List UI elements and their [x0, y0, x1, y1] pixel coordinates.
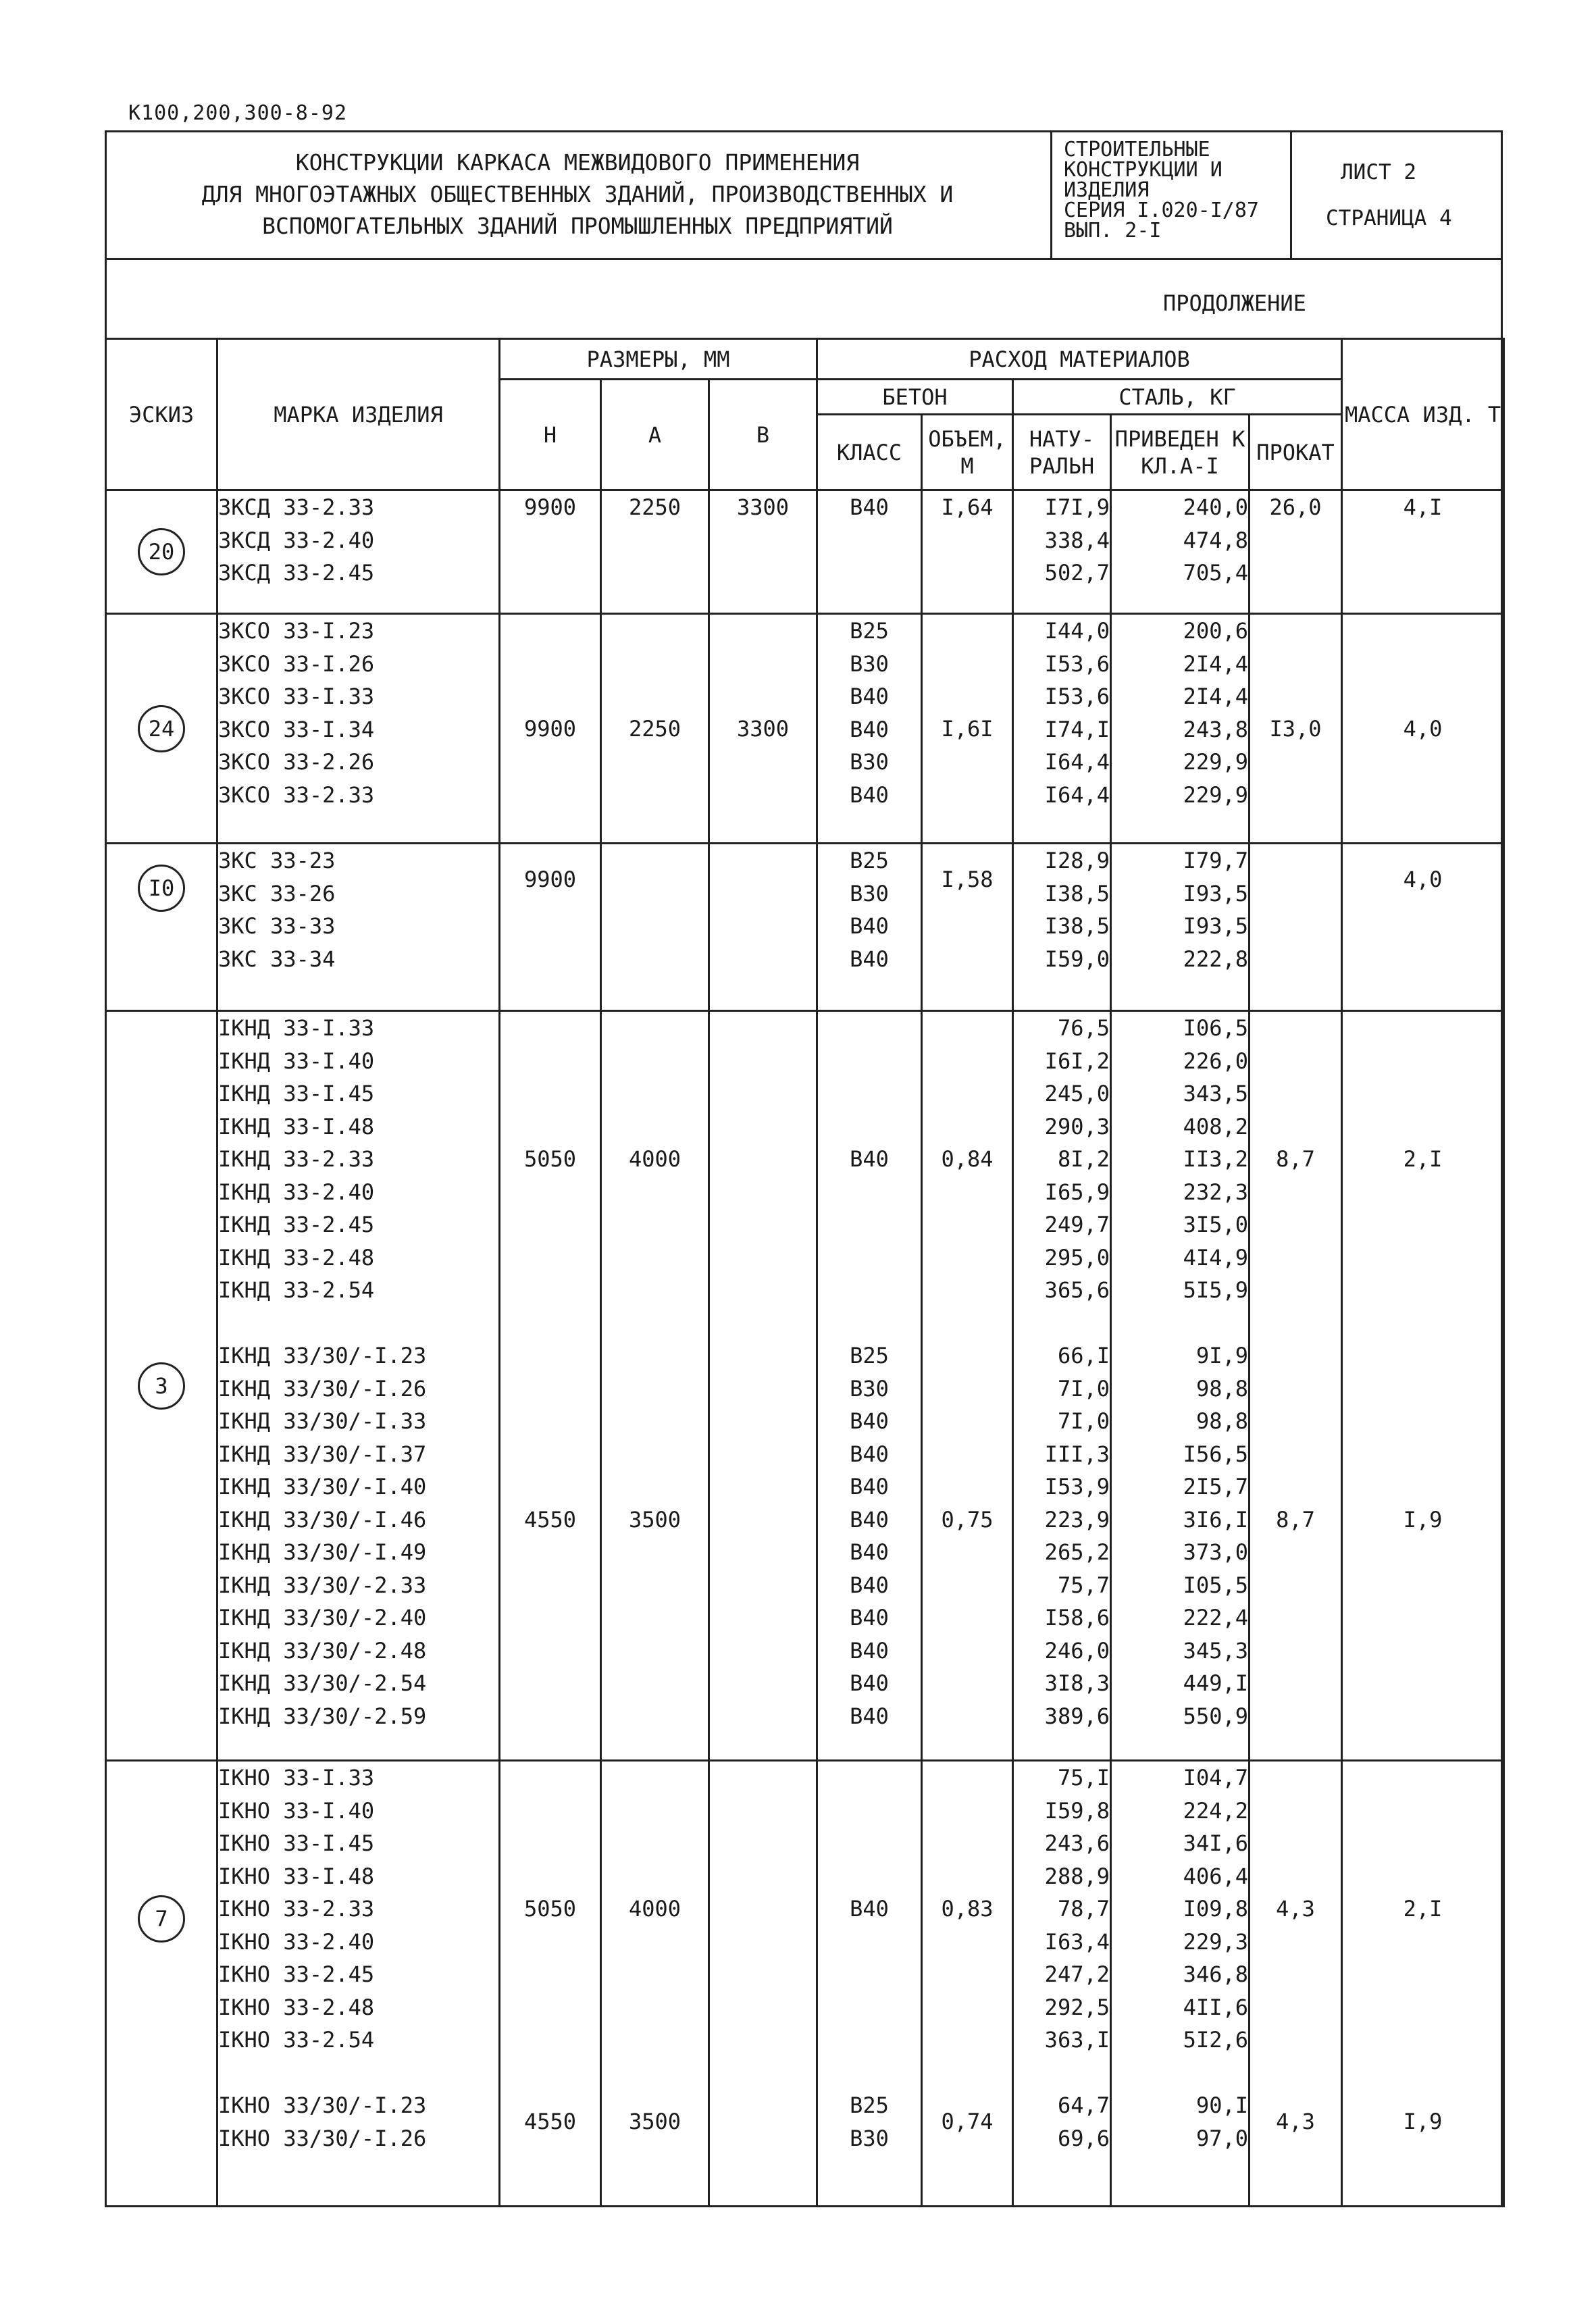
list-item: I53,9 [1044, 1474, 1110, 1499]
list-item: 3500 [628, 1506, 681, 1533]
list-item: 3I5,0 [1183, 1212, 1248, 1237]
volume-cell [922, 1761, 1013, 2207]
list-item: II3,2 [1183, 1146, 1248, 1172]
mark-cell [217, 844, 500, 1011]
list-item: ЗКСО 33-I.26 [218, 650, 375, 677]
mass-cell: 4,0 [1342, 844, 1504, 1011]
list-item: 408,2 [1183, 1113, 1248, 1139]
list-item: В40 [850, 1896, 889, 1922]
list-item: 249,7 [1044, 1212, 1110, 1237]
table-row [106, 1011, 1504, 1761]
list-item: 7I,0 [1057, 1375, 1110, 1402]
list-item: IКНД 33-2.33 [218, 1146, 375, 1172]
volume-cell: I,64 [922, 490, 1013, 614]
list-item: I53,6 [1044, 684, 1110, 709]
list-item: IКНО 33-2.54 [218, 2027, 375, 2053]
list-item: В40 [850, 494, 889, 520]
sketch-cell [106, 1011, 217, 1761]
list-item: I,9 [1403, 2109, 1443, 2134]
list-item: 288,9 [1044, 1863, 1110, 1889]
list-item: IКНО 33-I.48 [218, 1863, 375, 1889]
page-number: СТРАНИЦА 4 [1326, 206, 1452, 230]
list-item: 226,0 [1183, 1048, 1248, 1074]
list-item: 8I,2 [1057, 1146, 1110, 1172]
list-item: 8,7 [1276, 1506, 1315, 1533]
b-cell [709, 1761, 817, 2207]
list-item: 229,9 [1183, 781, 1248, 808]
list-item: 4,3 [1276, 2109, 1315, 2134]
list-item: 98,8 [1195, 1408, 1248, 1434]
list-item: IКНО 33-I.40 [218, 1797, 375, 1824]
list-item: 3I6,I [1183, 1506, 1248, 1533]
list-item: 75,7 [1057, 1572, 1110, 1598]
table-row [106, 490, 1504, 614]
mass-cell [1342, 1761, 1504, 2207]
list-item: 338,4 [1044, 527, 1110, 553]
list-item: IКНД 33/30/-2.33 [218, 1572, 427, 1598]
list-item: I06,5 [1183, 1015, 1248, 1041]
list-item: 4550 [523, 1506, 577, 1533]
sketch-cell [106, 844, 217, 1011]
list-item: ЗКСД 33-2.40 [218, 527, 375, 553]
list-item: В40 [850, 684, 889, 709]
table-row [106, 844, 1504, 1011]
series-line: ИЗДЕЛИЯ [1064, 178, 1150, 202]
b-cell: 3300 [709, 490, 817, 614]
list-item: III,3 [1044, 1441, 1110, 1467]
list-item: 550,9 [1183, 1703, 1248, 1729]
materials-table [105, 338, 1505, 2207]
list-item: 4,3 [1276, 1896, 1315, 1922]
list-item: I93,5 [1183, 880, 1248, 906]
volume-cell: I,6I [922, 614, 1013, 844]
list-item: ЗКС 33-34 [218, 946, 336, 972]
list-item: I65,9 [1044, 1179, 1110, 1205]
list-item: 2I5,7 [1183, 1474, 1248, 1499]
list-item: I79,7 [1183, 848, 1248, 873]
class-cell [817, 614, 922, 844]
list-item: 243,8 [1183, 716, 1248, 742]
list-item: I56,5 [1183, 1441, 1248, 1467]
list-item: IКНД 33-I.40 [218, 1048, 375, 1074]
sketch-number: 20 [138, 528, 185, 575]
list-item: IКНД 33/30/-2.48 [218, 1637, 427, 1664]
list-item: 2,I [1403, 1896, 1443, 1922]
list-item: В40 [850, 1605, 889, 1630]
list-item: 265,2 [1044, 1539, 1110, 1565]
table-row [106, 614, 1504, 844]
h-cell: 9900 [500, 844, 601, 1011]
list-item: 4000 [628, 1896, 681, 1922]
list-item: В40 [850, 1146, 889, 1172]
list-item: I09,8 [1183, 1896, 1248, 1922]
list-item: 75,I [1057, 1765, 1110, 1791]
list-item: I53,6 [1044, 650, 1110, 677]
rolled-cell: I3,0 [1250, 614, 1342, 844]
list-item: IКНО 33-I.45 [218, 1830, 375, 1856]
list-item: 389,6 [1044, 1703, 1110, 1729]
list-item: В40 [850, 1539, 889, 1565]
list-item: В40 [850, 1506, 889, 1533]
list-item: В40 [850, 1474, 889, 1499]
list-item: 8,7 [1276, 1146, 1315, 1172]
list-item: 2,I [1403, 1146, 1443, 1172]
title-line: ВСПОМОГАТЕЛЬНЫХ ЗДАНИЙ ПРОМЫШЛЕННЫХ ПРЕДПРИЯТИЙ [262, 213, 893, 239]
volume-cell [922, 1011, 1013, 1761]
list-item: IКНД 33/30/-I.26 [218, 1375, 427, 1402]
list-item: I38,5 [1044, 880, 1110, 906]
class-cell [817, 844, 922, 1011]
series-line: КОНСТРУКЦИИ И [1064, 158, 1222, 182]
series-divider [1290, 130, 1292, 258]
mark-cell [217, 1761, 500, 2207]
title-line: ДЛЯ МНОГОЭТАЖНЫХ ОБЩЕСТВЕННЫХ ЗДАНИЙ, ПРОИЗВОДСТВЕННЫХ И [201, 181, 954, 207]
list-item: В40 [850, 1670, 889, 1696]
list-item: В25 [850, 618, 889, 644]
list-item: 223,9 [1044, 1506, 1110, 1533]
reduced-cell [1111, 1011, 1250, 1761]
list-item [818, 1012, 921, 1045]
list-item: 247,2 [1044, 1961, 1110, 1987]
table-row [106, 1761, 1504, 2207]
list-item: 502,7 [1044, 560, 1110, 586]
list-item [818, 1241, 921, 1275]
list-item: ЗКСО 33-2.33 [218, 781, 375, 808]
list-item: 66,I [1057, 1343, 1110, 1368]
mark-cell [217, 614, 500, 844]
list-item: 474,8 [1183, 527, 1248, 553]
list-item: 4000 [628, 1146, 681, 1172]
list-item: 343,5 [1183, 1081, 1248, 1106]
list-item: 0,75 [941, 1506, 994, 1533]
list-item: I38,5 [1044, 913, 1110, 939]
list-item: IКНО 33/30/-I.23 [218, 2092, 427, 2118]
list-item: IКНО 33/30/-I.26 [218, 2125, 427, 2151]
list-item: В40 [850, 1441, 889, 1467]
list-item [818, 1176, 921, 1209]
col-natural: НАТУ-РАЛЬН [1013, 415, 1111, 490]
list-item: 200,6 [1183, 618, 1248, 644]
class-cell [817, 1011, 922, 1761]
list-item: ЗКСО 33-2.26 [218, 749, 375, 775]
reduced-cell [1111, 614, 1250, 844]
list-item: 5I2,6 [1183, 2027, 1248, 2053]
list-item: 222,4 [1183, 1605, 1248, 1630]
list-item: ЗКСО 33-I.23 [218, 618, 375, 644]
list-item: 246,0 [1044, 1637, 1110, 1664]
list-item: 69,6 [1057, 2125, 1110, 2151]
list-item: I93,5 [1183, 913, 1248, 939]
list-item: В30 [850, 880, 889, 906]
list-item: В40 [850, 1703, 889, 1729]
list-item: В40 [850, 1408, 889, 1434]
list-item: 4I4,9 [1183, 1244, 1248, 1270]
list-item: IКНД 33/30/-I.49 [218, 1539, 427, 1565]
document-code: К100,200,300-8-92 [128, 101, 348, 125]
col-concrete: БЕТОН [817, 380, 1013, 415]
list-item: IКНД 33/30/-I.40 [218, 1474, 427, 1499]
series-line: СЕРИЯ I.020-I/87 [1064, 199, 1259, 222]
list-item: IКНО 33-2.48 [218, 1994, 375, 2020]
list-item: В40 [850, 946, 889, 972]
natural-cell [1013, 614, 1111, 844]
class-cell [817, 490, 922, 614]
list-item: IКНД 33-2.48 [218, 1244, 375, 1270]
list-item: ЗКС 33-23 [218, 848, 336, 873]
list-item: 232,3 [1183, 1179, 1248, 1205]
natural-cell [1013, 490, 1111, 614]
title-divider [1050, 130, 1052, 258]
list-item: 345,3 [1183, 1637, 1248, 1664]
list-item: I04,7 [1183, 1765, 1248, 1791]
sketch-cell [106, 490, 217, 614]
rolled-cell [1250, 1011, 1342, 1761]
list-item: В30 [850, 650, 889, 677]
reduced-cell [1111, 844, 1250, 1011]
list-item: 292,5 [1044, 1994, 1110, 2020]
col-class: КЛАСС [817, 415, 922, 490]
list-item: 7I,0 [1057, 1408, 1110, 1434]
list-item: IКНД 33-2.45 [218, 1212, 375, 1237]
mark-cell [217, 1011, 500, 1761]
list-item: В40 [850, 781, 889, 808]
col-a: А [601, 380, 709, 490]
list-item: 76,5 [1057, 1015, 1110, 1041]
list-item: 365,6 [1044, 1277, 1110, 1303]
list-item: В40 [850, 913, 889, 939]
col-materials: РАСХОД МАТЕРИАЛОВ [817, 339, 1342, 380]
list-item: ЗКСО 33-I.34 [218, 716, 375, 742]
b-cell [709, 844, 817, 1011]
class-cell [817, 1761, 922, 2207]
sketch-cell [106, 1761, 217, 2207]
sketch-cell [106, 614, 217, 844]
list-item: 64,7 [1057, 2092, 1110, 2118]
h-cell [500, 1761, 601, 2207]
list-item: 222,8 [1183, 946, 1248, 972]
list-item: IКНД 33/30/-I.46 [218, 1506, 427, 1533]
list-item: I64,4 [1044, 749, 1110, 775]
list-item: 4II,6 [1183, 1994, 1248, 2020]
list-item: IКНД 33-I.48 [218, 1113, 375, 1139]
list-item: 229,9 [1183, 749, 1248, 775]
sketch-number: 3 [138, 1362, 185, 1410]
list-item: 5050 [523, 1146, 577, 1172]
list-item: 295,0 [1044, 1244, 1110, 1270]
list-item: В40 [850, 1572, 889, 1598]
list-item: I44,0 [1044, 618, 1110, 644]
list-item: I59,0 [1044, 946, 1110, 972]
list-item: 5050 [523, 1896, 577, 1922]
col-mass: МАССА ИЗД. Т [1342, 339, 1504, 490]
series-info [1064, 140, 1259, 241]
list-item: IКНД 33-I.45 [218, 1081, 375, 1106]
a-cell: 2250 [601, 490, 709, 614]
continuation-label: ПРОДОЛЖЕНИЕ [1163, 290, 1306, 316]
list-item: 78,7 [1057, 1896, 1110, 1922]
list-item: 0,83 [941, 1896, 994, 1922]
list-item: ЗКСД 33-2.45 [218, 560, 375, 586]
list-item: 705,4 [1183, 560, 1248, 586]
col-rolled: ПРОКАТ [1250, 415, 1342, 490]
list-item: 243,6 [1044, 1830, 1110, 1856]
rolled-cell [1250, 1761, 1342, 2207]
list-item: В30 [850, 749, 889, 775]
list-item: 9I,9 [1195, 1343, 1248, 1368]
list-item [818, 1208, 921, 1241]
col-sketch: ЭСКИЗ [106, 339, 217, 490]
natural-cell [1013, 844, 1111, 1011]
list-item: I64,4 [1044, 781, 1110, 808]
natural-cell [1013, 1011, 1111, 1761]
list-item: В40 [850, 1637, 889, 1664]
list-item [818, 1077, 921, 1110]
mass-cell: 4,I [1342, 490, 1504, 614]
a-cell [601, 1761, 709, 2207]
list-item: 98,8 [1195, 1375, 1248, 1402]
list-item: В25 [850, 2092, 889, 2118]
list-item: IКНД 33-I.33 [218, 1015, 375, 1041]
list-item: 3500 [628, 2109, 681, 2134]
col-mark: МАРКА ИЗДЕЛИЯ [217, 339, 500, 490]
list-item: I,9 [1403, 1506, 1443, 1533]
sketch-number: I0 [138, 865, 185, 912]
a-cell [601, 844, 709, 1011]
list-item [818, 1045, 921, 1078]
list-item: IКНД 33-2.54 [218, 1277, 375, 1303]
list-item: ЗКСД 33-2.33 [218, 494, 375, 520]
list-item: 373,0 [1183, 1539, 1248, 1565]
h-cell [500, 1011, 601, 1761]
series-line: ВЫП. 2-I [1064, 219, 1162, 242]
sketch-number: 24 [138, 705, 185, 752]
list-item: 240,0 [1183, 494, 1248, 520]
list-item: I6I,2 [1044, 1048, 1110, 1074]
document-title [105, 147, 1050, 242]
list-item: В25 [850, 848, 889, 873]
natural-cell [1013, 1761, 1111, 2207]
list-item: 290,3 [1044, 1113, 1110, 1139]
list-item: IКНО 33-2.45 [218, 1961, 375, 1987]
list-item: I58,6 [1044, 1605, 1110, 1630]
b-cell: 3300 [709, 614, 817, 844]
volume-cell: I,58 [922, 844, 1013, 1011]
list-item: 2I4,4 [1183, 650, 1248, 677]
reduced-cell [1111, 490, 1250, 614]
list-item: I63,4 [1044, 1928, 1110, 1955]
list-item: 346,8 [1183, 1961, 1248, 1987]
list-item: 0,74 [941, 2109, 994, 2134]
list-item [818, 1110, 921, 1143]
list-item: IКНД 33/30/-2.40 [218, 1605, 427, 1630]
list-item: 97,0 [1195, 2125, 1248, 2151]
list-item: I05,5 [1183, 1572, 1248, 1598]
list-item: ЗКС 33-33 [218, 913, 336, 939]
sheet-number: ЛИСТ 2 [1341, 160, 1416, 184]
list-item: 0,84 [941, 1146, 994, 1172]
col-h: Н [500, 380, 601, 490]
list-item: 3I8,3 [1044, 1670, 1110, 1696]
list-item: IКНО 33-2.33 [218, 1896, 375, 1922]
list-item: В40 [850, 716, 889, 742]
title-block [105, 130, 1503, 260]
list-item: IКНД 33/30/-2.59 [218, 1703, 427, 1729]
list-item: IКНД 33/30/-I.37 [218, 1441, 427, 1467]
mass-cell: 4,0 [1342, 614, 1504, 844]
mass-cell [1342, 1011, 1504, 1761]
h-cell: 9900 [500, 490, 601, 614]
col-reduced: ПРИВЕДЕН К КЛ.А-I [1111, 415, 1250, 490]
rolled-cell: 26,0 [1250, 490, 1342, 614]
list-item: I7I,9 [1044, 494, 1110, 520]
list-item: IКНО 33-2.40 [218, 1928, 375, 1955]
list-item: В30 [850, 1375, 889, 1402]
list-item: 245,0 [1044, 1081, 1110, 1106]
col-b: В [709, 380, 817, 490]
list-item: IКНО 33-I.33 [218, 1765, 375, 1791]
list-item: IКНД 33/30/-2.54 [218, 1670, 427, 1696]
list-item: IКНД 33/30/-I.23 [218, 1343, 427, 1368]
list-item: 34I,6 [1183, 1830, 1248, 1856]
list-item: ЗКСО 33-I.33 [218, 684, 375, 709]
list-item: I74,I [1044, 716, 1110, 742]
h-cell: 9900 [500, 614, 601, 844]
spacer [218, 1307, 498, 1340]
a-cell [601, 1011, 709, 1761]
list-item: 2I4,4 [1183, 684, 1248, 709]
col-sizes: РАЗМЕРЫ, ММ [500, 339, 817, 380]
list-item: В30 [850, 2125, 889, 2151]
sketch-number: 7 [138, 1895, 185, 1943]
rolled-cell [1250, 844, 1342, 1011]
col-volume: ОБЪЕМ, М [922, 415, 1013, 490]
b-cell [709, 1011, 817, 1761]
list-item: 406,4 [1183, 1863, 1248, 1889]
list-item: 5I5,9 [1183, 1277, 1248, 1303]
list-item: IКНД 33-2.40 [218, 1179, 375, 1205]
list-item: В25 [850, 1343, 889, 1368]
list-item: 224,2 [1183, 1797, 1248, 1824]
list-item: I28,9 [1044, 848, 1110, 873]
col-steel: СТАЛЬ, КГ [1013, 380, 1342, 415]
reduced-cell [1111, 1761, 1250, 2207]
list-item: IКНД 33/30/-I.33 [218, 1408, 427, 1434]
list-item: 363,I [1044, 2027, 1110, 2053]
a-cell: 2250 [601, 614, 709, 844]
series-line: СТРОИТЕЛЬНЫЕ [1064, 138, 1210, 161]
title-line: КОНСТРУКЦИИ КАРКАСА МЕЖВИДОВОГО ПРИМЕНЕНИЯ [295, 149, 860, 176]
list-item: 229,3 [1183, 1928, 1248, 1955]
mark-cell [217, 490, 500, 614]
list-item [818, 1274, 921, 1307]
list-item: I59,8 [1044, 1797, 1110, 1824]
list-item: ЗКС 33-26 [218, 880, 336, 906]
list-item: 90,I [1195, 2092, 1248, 2118]
list-item: 449,I [1183, 1670, 1248, 1696]
list-item: 4550 [523, 2109, 577, 2134]
